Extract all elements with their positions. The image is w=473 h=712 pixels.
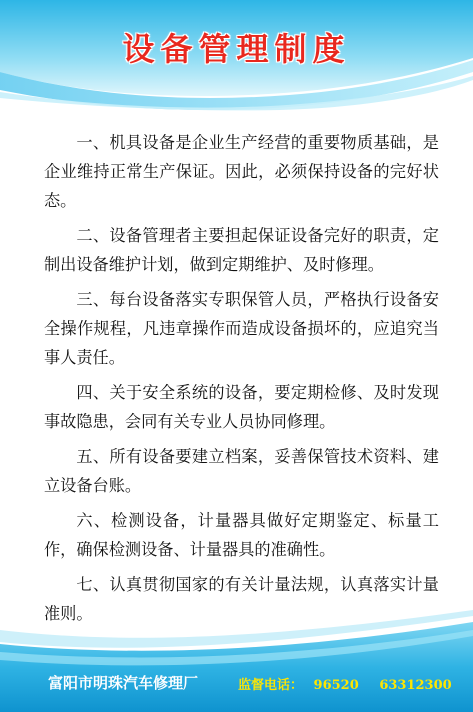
rule-item: 四、关于安全系统的设备，要定期检修、及时发现事故隐患，会同有关专业人员协同修理。 [44, 383, 439, 431]
hotline-number-2: 63312300 [379, 678, 452, 693]
footer-background [0, 600, 473, 712]
supervision-hotline [238, 674, 452, 693]
hotline-label: 监督电话： [238, 678, 304, 693]
hotline-number-1: 96520 [313, 678, 359, 693]
rule-item: 六、检测设备，计量器具做好定期鉴定、标量工作，确保检测设备、计量器具的准确性。 [44, 511, 439, 559]
rule-item: 一、机具设备是企业生产经营的重要物质基础，是企业维持正常生产保证。因此，必须保持设备的完好状态。 [44, 133, 439, 210]
rules-list [44, 128, 439, 634]
rule-item: 二、设备管理者主要担起保证设备完好的职责，定制出设备维护计划，做到定期维护、及时修理。 [44, 226, 439, 274]
rule-item: 七、认真贯彻国家的有关计量法规，认真落实计量准则。 [44, 575, 439, 623]
rule-item: 三、每台设备落实专职保管人员，严格执行设备安全操作规程，凡违章操作而造成设备损坏的，应追究当事人责任。 [44, 290, 439, 367]
company-name: 富阳市明珠汽车修理厂 [48, 674, 199, 692]
page-title: 设备管理制度 [122, 30, 351, 68]
rule-item: 五、所有设备要建立档案，妥善保管技术资料、建立设备台账。 [44, 447, 439, 495]
